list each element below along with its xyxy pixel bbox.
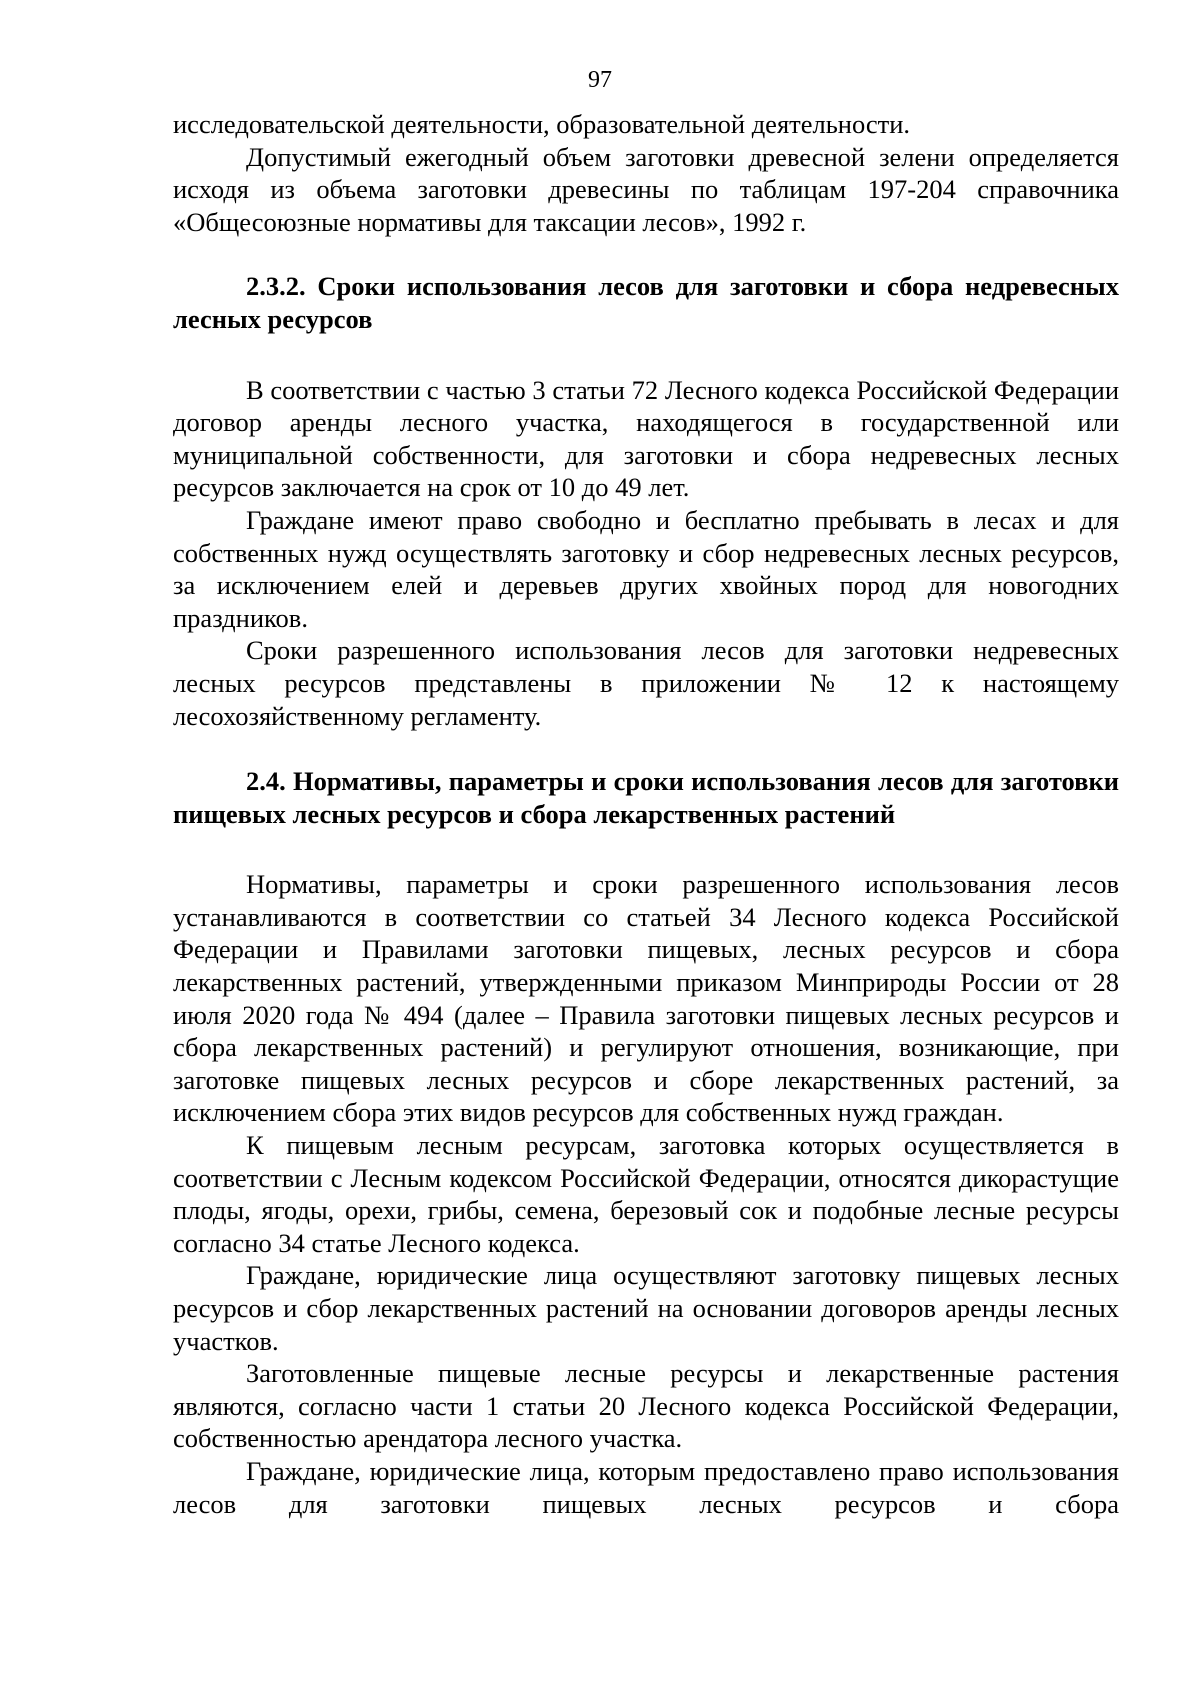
paragraph: Граждане имеют право свободно и бесплатно пребывать в лесах и для собственных нужд осуществлять заготовку и сбор недревесных лесных ресурсов, за исключением елей и деревьев других хвойных пород для новогодних праздников. [173,504,1119,633]
section-spacer [173,732,1119,765]
paragraph: Нормативы, параметры и сроки разрешенного использования лесов устанавливаются в соответствии со статьей 34 Лесного кодекса Российской Федерации и Правилами заготовки пищевых, лесных ресурсов и сбора лекарственных растений, утвержденными приказом Минприроды России от 28 июля 2020 года № 494 (далее – Правила заготовки пищевых лесных ресурсов и сбора лекарственных растений) и регулируют отношения, возникающие, при заготовке пищевых лесных ресурсов и сборе лекарственных растений, за исключением сбора этих видов ресурсов для собственных нужд граждан. [173,869,1119,1128]
paragraph: К пищевым лесным ресурсам, заготовка которых осуществляется в соответствии с Лесным кодексом Российской Федерации, относятся дикорастущие плоды, ягоды, орехи, грибы, семена, березовый сок и подобные лесные ресурсы согласно 34 статье Лесного кодекса. [173,1130,1119,1258]
paragraph: В соответствии с частью 3 статьи 72 Лесного кодекса Российской Федерации договор аренды лесного участка, находящегося в государственной или муниципальной собственности, для заготовки и сбора недревесных лесных ресурсов заключается на срок от 10 до 49 лет. [173,374,1119,503]
paragraph: Допустимый ежегодный объем заготовки древесной зелени определяется исходя из объема заготовки древесины по таблицам 197-204 справочника «Общесоюзные нормативы для таксации лесов», 1992 г. [173,141,1119,237]
paragraph: исследовательской деятельности, образовательной деятельности. [173,109,911,139]
section-spacer [173,830,1119,868]
section-spacer [173,336,1119,374]
section-spacer [173,238,1119,270]
document-body [173,108,1119,1520]
page-number: 97 [588,67,612,93]
paragraph: Сроки разрешенного использования лесов для заготовки недревесных лесных ресурсов представлены в приложении № 12 к настоящему лесохозяйственному регламенту. [173,635,1119,731]
section-heading: 2.4. Нормативы, параметры и сроки использования лесов для заготовки пищевых лесных ресурсов и сбора лекарственных растений [173,766,1119,829]
paragraph: Заготовленные пищевые лесные ресурсы и лекарственные растения являются, согласно части 1 статьи 20 Лесного кодекса Российской Федерации, собственностью арендатора лесного участка. [173,1358,1119,1454]
paragraph: Граждане, юридические лица осуществляют заготовку пищевых лесных ресурсов и сбор лекарственных растений на основании договоров аренды лесных участков. [173,1260,1119,1356]
paragraph: Граждане, юридические лица, которым предоставлено право использования лесов для заготовки пищевых лесных ресурсов и сбора [173,1455,1119,1519]
section-heading: 2.3.2. Сроки использования лесов для заготовки и сбора недревесных лесных ресурсов [173,271,1119,334]
